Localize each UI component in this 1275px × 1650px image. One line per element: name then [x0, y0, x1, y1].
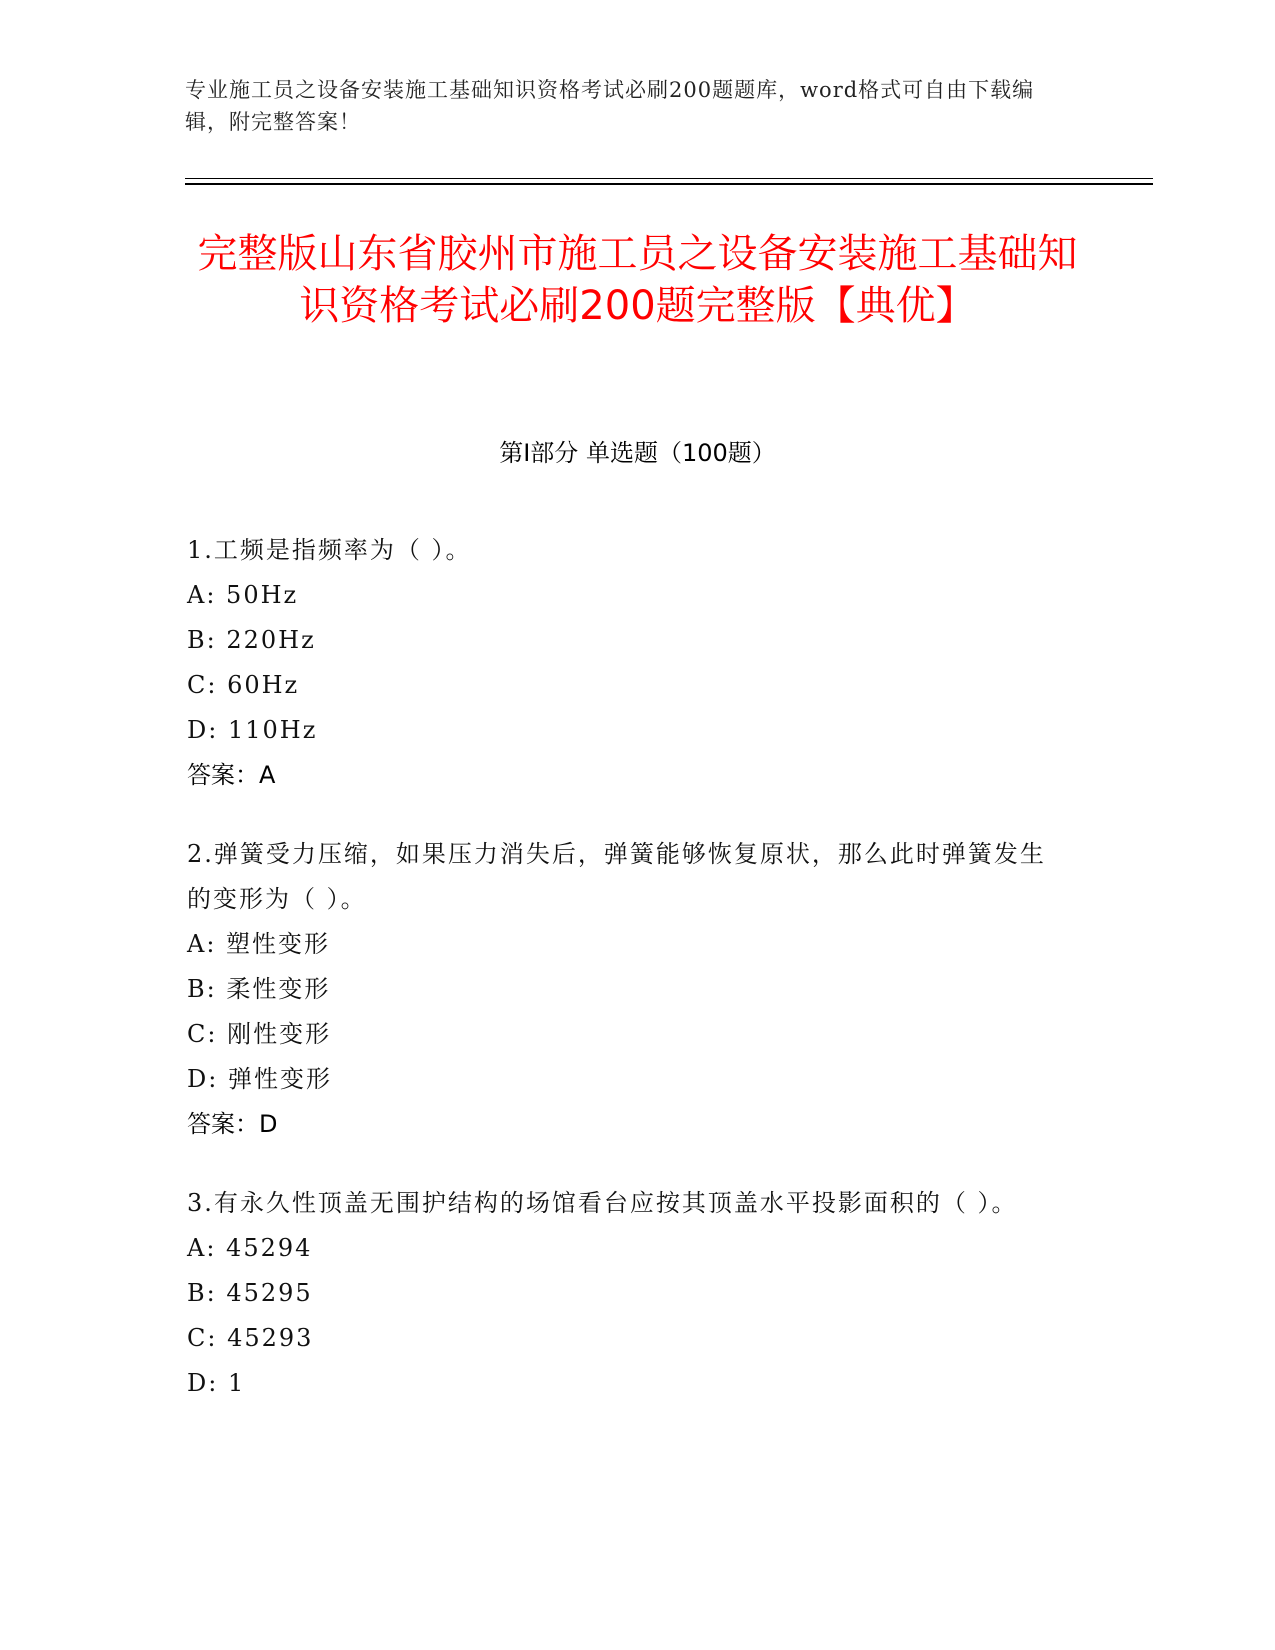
- question-3: [187, 1181, 1067, 1406]
- option-d: D: 110Hz: [187, 716, 318, 744]
- option-c: C: 45293: [187, 1324, 314, 1352]
- document-title: 完整版山东省胶州市施工员之设备安装施工基础知识资格考试必刷200题完整版【典优】: [197, 231, 1078, 329]
- question-stem: 1.工频是指频率为（ ）。: [187, 536, 472, 564]
- option-b: B: 柔性变形: [187, 975, 331, 1003]
- header-description: 专业施工员之设备安装施工基础知识资格考试必刷200题题库，word格式可自由下载编辑，附完整答案！: [185, 78, 1035, 134]
- answer: 答案：A: [187, 761, 276, 789]
- header-divider-bottom: [185, 183, 1153, 185]
- answer: 答案：D: [187, 1110, 278, 1138]
- question-1: [187, 528, 1067, 798]
- option-d: D: 弹性变形: [187, 1065, 332, 1093]
- option-c: C: 刚性变形: [187, 1020, 332, 1048]
- option-d: D: 1: [187, 1369, 246, 1397]
- question-stem: 2.弹簧受力压缩，如果压力消失后，弹簧能够恢复原状，那么此时弹簧发生的变形为（ ）。: [187, 840, 1046, 913]
- question-stem: 3.有永久性顶盖无围护结构的场馆看台应按其顶盖水平投影面积的（ ）。: [187, 1189, 1018, 1217]
- section-heading: 第I部分 单选题（100题）: [499, 439, 776, 467]
- option-a: A: 45294: [187, 1234, 313, 1262]
- option-b: B: 45295: [187, 1279, 313, 1307]
- question-list: [187, 528, 1067, 1440]
- option-b: B: 220Hz: [187, 626, 316, 654]
- option-a: A: 50Hz: [187, 581, 299, 609]
- question-2: [187, 832, 1067, 1147]
- option-c: C: 60Hz: [187, 671, 300, 699]
- header-divider-top: [185, 178, 1153, 179]
- option-a: A: 塑性变形: [187, 930, 331, 958]
